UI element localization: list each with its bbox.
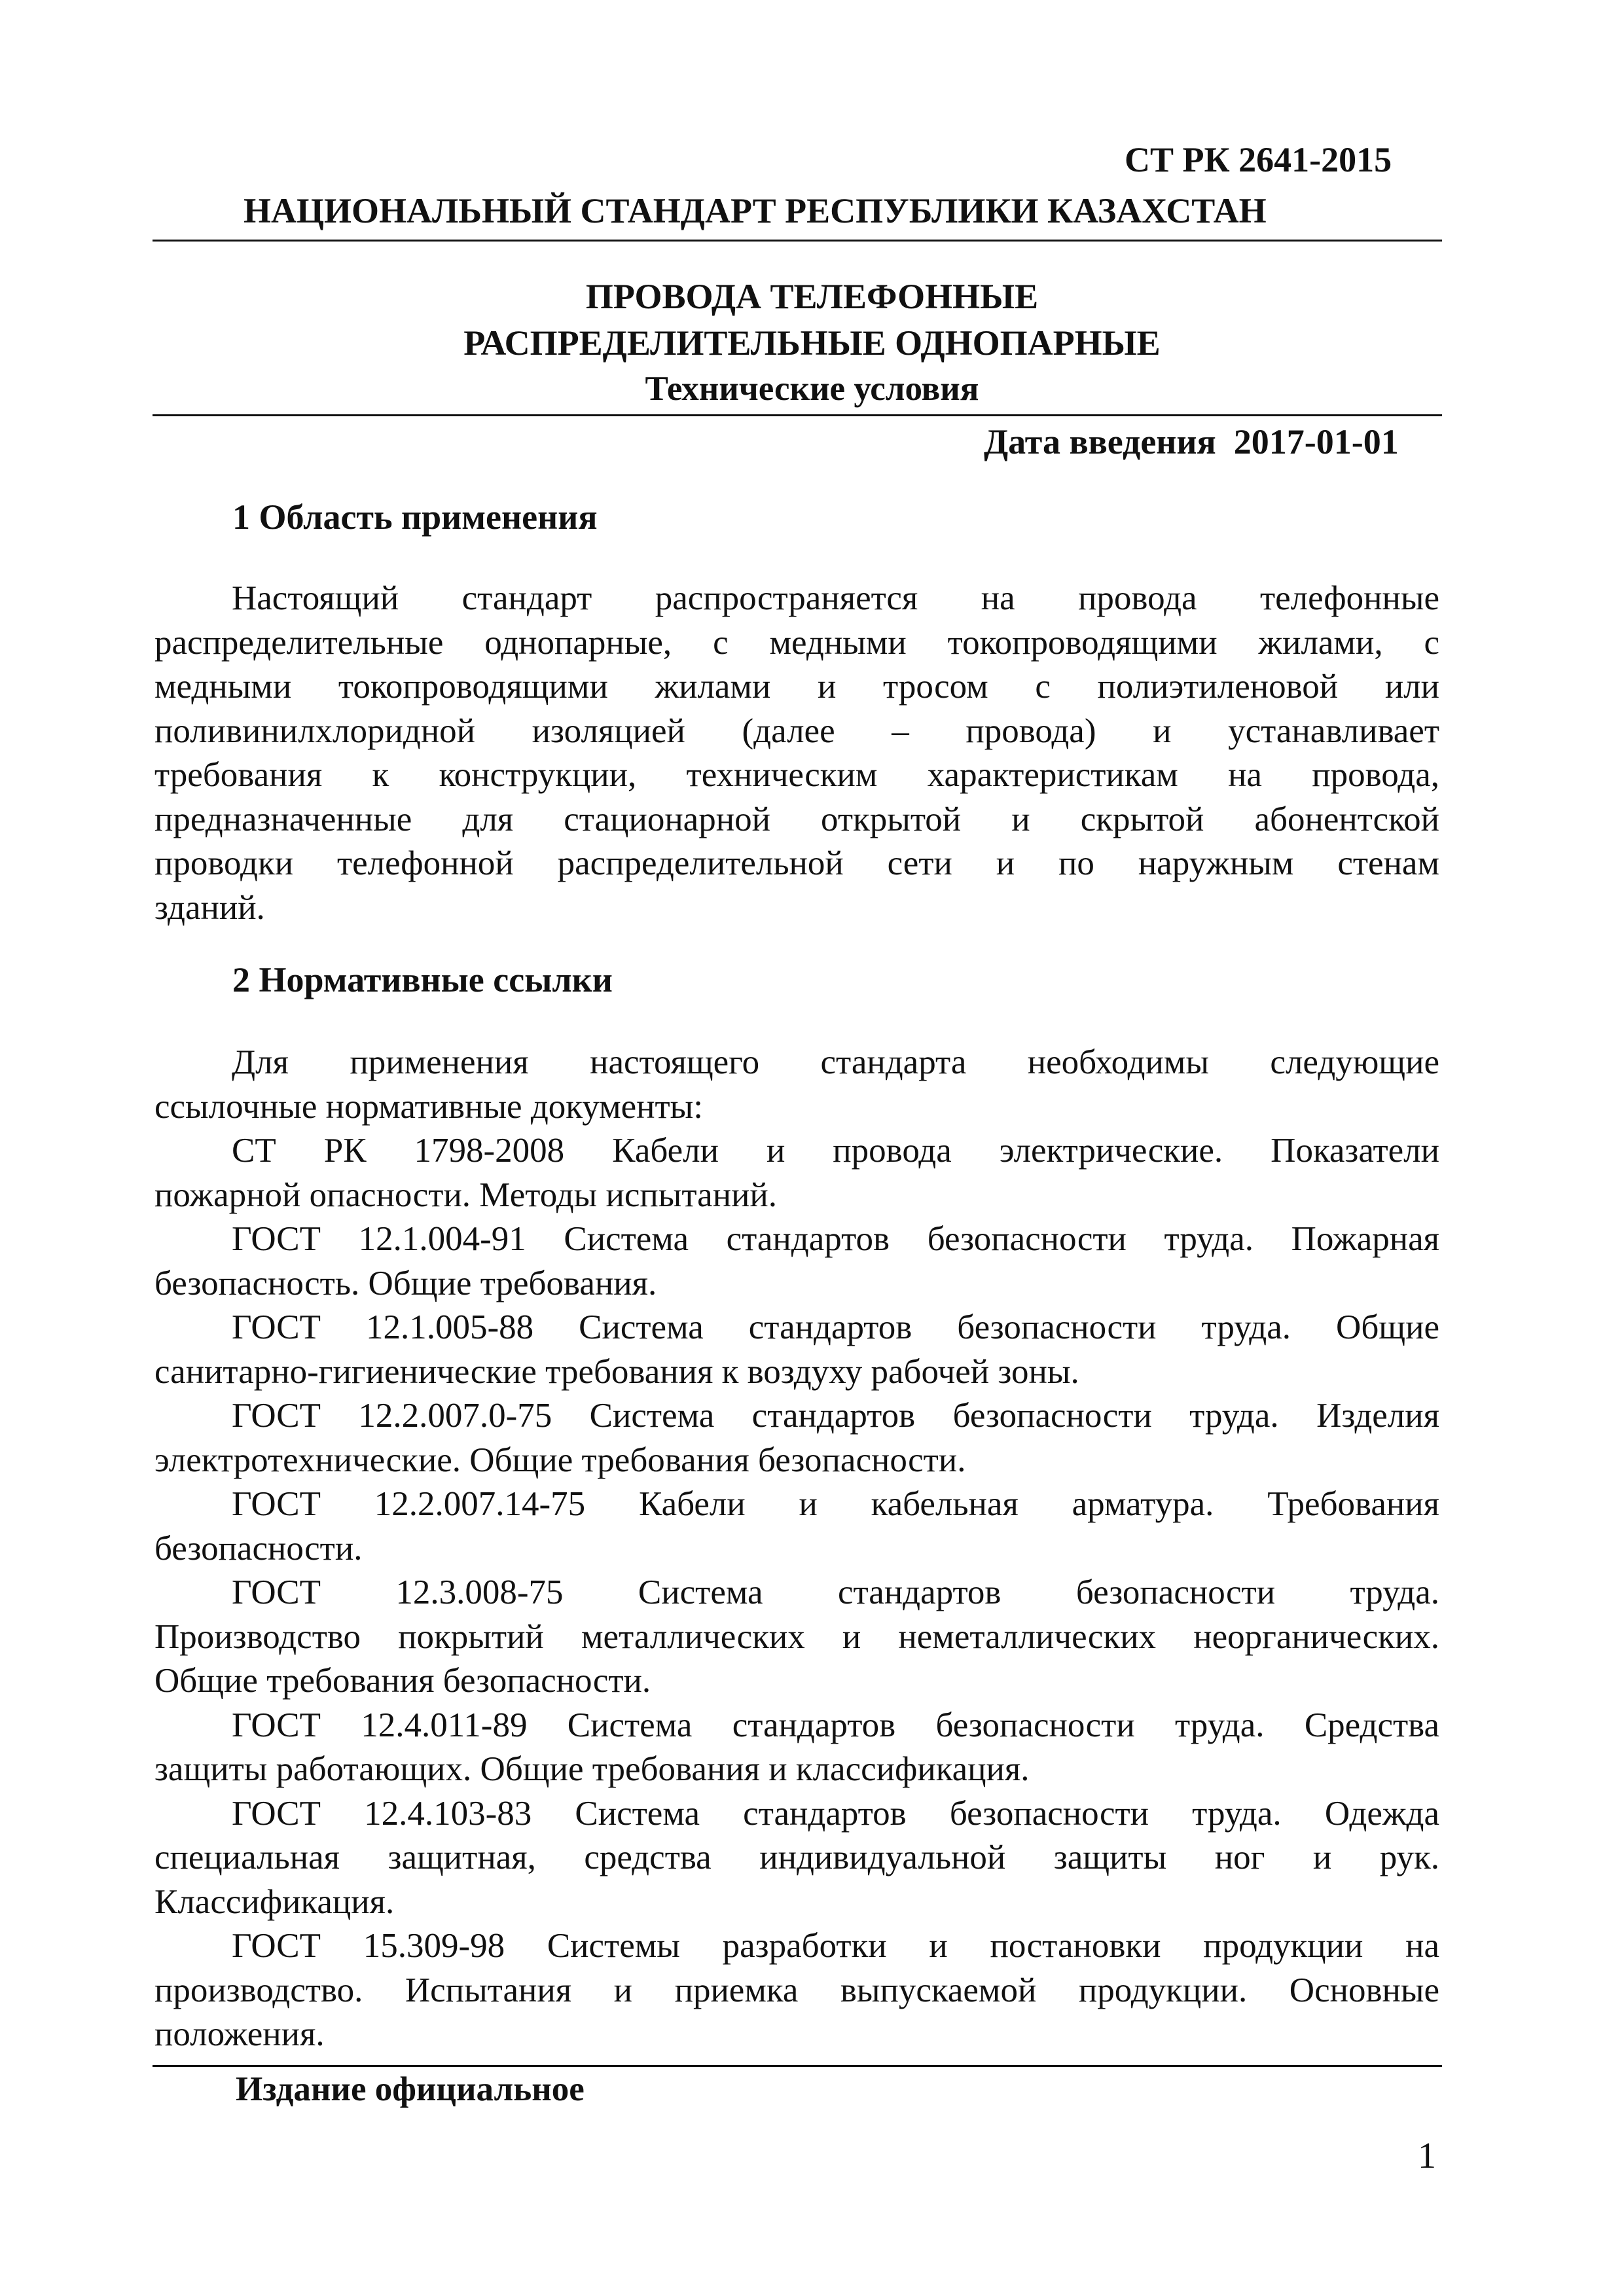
reference-line: ГОСТ 12.4.011-89 Система стандартов безопасности труда. Средства [232, 1706, 1439, 1744]
paragraph-line: требования к конструкции, техническим характеристикам на провода, [154, 756, 1439, 794]
section-1-body [154, 577, 1439, 930]
national-standard-heading: НАЦИОНАЛЬНЫЙ СТАНДАРТ РЕСПУБЛИКИ КАЗАХСТАН [244, 191, 1267, 230]
section-1-heading: 1 Область применения [232, 497, 598, 537]
reference-line: СТ РК 1798-2008 Кабели и провода электрические. Показатели [232, 1132, 1439, 1170]
reference-line: специальная защитная, средства индивидуальной защиты ног и рук. [154, 1839, 1439, 1876]
introduction-date: Дата введения 2017-01-01 [984, 422, 1399, 461]
reference-line: производство. Испытания и приемка выпускаемой продукции. Основные [154, 1971, 1439, 2009]
reference-line: ГОСТ 12.2.007.0-75 Система стандартов безопасности труда. Изделия [232, 1397, 1439, 1435]
reference-line: ГОСТ 12.1.005-88 Система стандартов безопасности труда. Общие [232, 1308, 1439, 1346]
title-rule [153, 414, 1442, 416]
paragraph-line: проводки телефонной распределительной сети и по наружным стенам [154, 844, 1439, 882]
reference-line: положения. [154, 2015, 325, 2053]
paragraph-line: Для применения настоящего стандарта необходимы следующие [232, 1043, 1439, 1081]
reference-line: ГОСТ 12.3.008-75 Система стандартов безопасности труда. [232, 1573, 1439, 1611]
reference-line: санитарно-гигиенические требования к воздуху рабочей зоны. [154, 1352, 1079, 1391]
reference-line: Классификация. [154, 1882, 395, 1921]
header-rule [153, 240, 1442, 242]
document-title-line2: РАСПРЕДЕЛИТЕЛЬНЫЕ ОДНОПАРНЫЕ [463, 323, 1161, 363]
paragraph-line: медными токопроводящими жилами и тросом с полиэтиленовой или [154, 668, 1439, 706]
section-2-body [154, 1041, 1439, 2057]
footer-rule [153, 2065, 1442, 2067]
reference-line: ГОСТ 12.2.007.14-75 Кабели и кабельная арматура. Требования [232, 1485, 1439, 1523]
paragraph-line: ссылочные нормативные документы: [154, 1087, 704, 1126]
paragraph-line: Настоящий стандарт распространяется на провода телефонные [232, 579, 1439, 617]
reference-line: Общие требования безопасности. [154, 1662, 651, 1700]
paragraph-line: зданий. [154, 888, 265, 927]
reference-line: пожарной опасности. Методы испытаний. [154, 1175, 778, 1214]
paragraph-line: распределительные однопарные, с медными токопроводящими жилами, с [154, 623, 1439, 662]
paragraph-line: поливинилхлоридной изоляцией (далее – провода) и устанавливает [154, 711, 1439, 750]
section-2-heading: 2 Нормативные ссылки [232, 960, 613, 999]
document-title-line1: ПРОВОДА ТЕЛЕФОННЫЕ [585, 277, 1039, 316]
reference-line: безопасности. [154, 1529, 363, 1568]
reference-line: ГОСТ 12.1.004-91 Система стандартов безопасности труда. Пожарная [232, 1220, 1439, 1258]
page-number: 1 [1418, 2136, 1436, 2176]
edition-label: Издание официальное [236, 2070, 585, 2108]
reference-line: ГОСТ 12.4.103-83 Система стандартов безопасности труда. Одежда [232, 1794, 1439, 1833]
reference-line: ГОСТ 15.309-98 Системы разработки и постановки продукции на [232, 1927, 1439, 1965]
document-subtitle: Технические условия [645, 370, 979, 408]
paragraph-line: предназначенные для стационарной открытой и скрытой абонентской [154, 800, 1439, 838]
reference-line: электротехнические. Общие требования безопасности. [154, 1441, 966, 1479]
reference-line: безопасность. Общие требования. [154, 1264, 657, 1302]
reference-line: Производство покрытий металлических и неметаллических неорганических. [154, 1617, 1439, 1656]
standard-designation: СТ РК 2641-2015 [1125, 140, 1392, 179]
reference-line: защиты работающих. Общие требования и классификация. [154, 1750, 1030, 1788]
